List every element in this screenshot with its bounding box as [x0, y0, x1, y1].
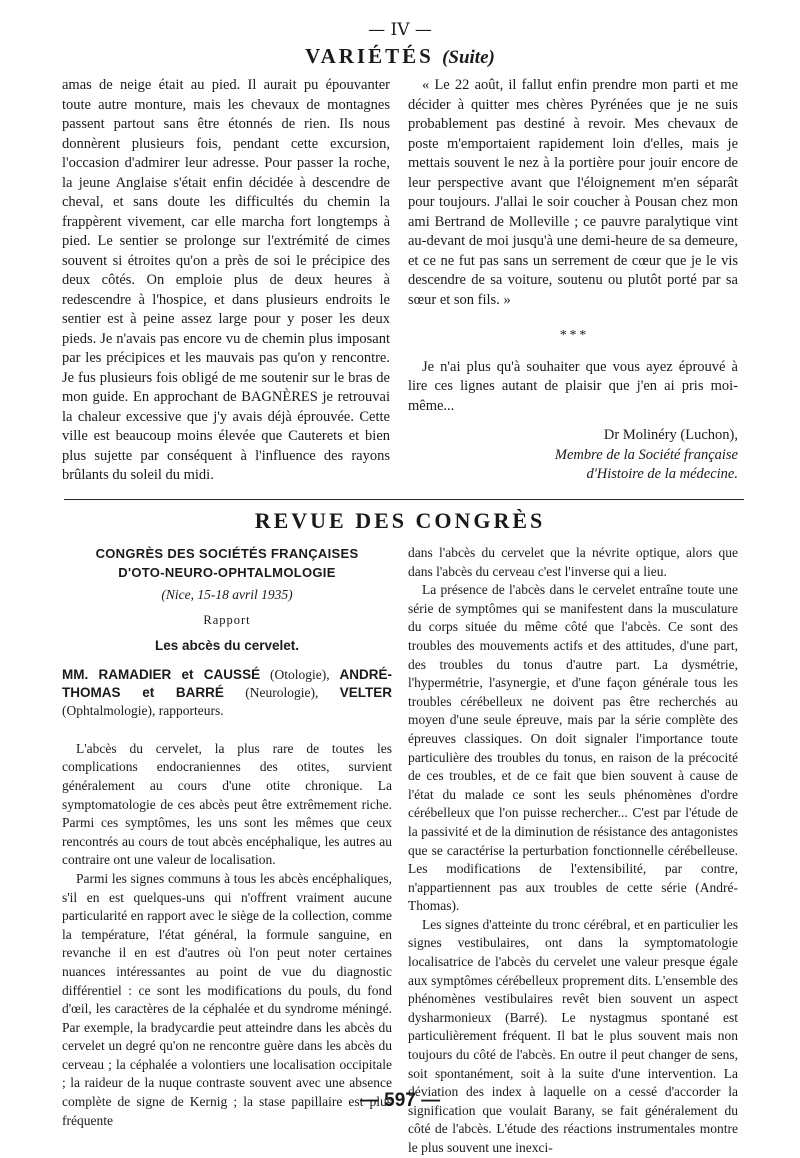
- report-subject: Les abcès du cervelet.: [154, 638, 300, 654]
- signature-role-line1: Membre de la Société française: [554, 446, 738, 463]
- revue-right-paragraph-1: La présence de l'abcès dans le cervelet entraîne toute une série de symptômes qui se manifestent dans la musculature du corps située du même côté que l'abcès. Ce sont des troubles des mouvements actifs et des attitudes, d'une part, des troubles du tonus d'autre part. La dysmétrie, l'hypermétrie, l'asynergie, et d'une façon générale tous les troubles cérébelleux ne doivent pas être recherchés au moyen d'une seule épreuve, mais par la série complète des épreuves classiques. On doit signaler l'importance toute particulière des troubles du tonus, en raison de la précocité de ces troubles, et de ce fait que bien souvent à cause de l'état du malade ce sont les seuls phénomènes d'ordre cérébelleux que l'on puisse rechercher... C'est par l'étude de la passivité et de la diminution de résistance des antagonistes que se caractérise la perturbation fonctionnelle cérébelleuse. Les modifications de l'extensibilité, par contre, n'appartiennent pas aux troubles de cette série (André-Thomas).: [408, 582, 738, 914]
- congres-title-line1: CONGRÈS DES SOCIÉTÉS FRANÇAISES: [95, 546, 359, 561]
- varietes-suite: (Suite): [442, 47, 495, 68]
- varietes-closing: Je n'ai plus qu'à souhaiter que vous ayez éprouvé à lire ces lignes autant de plaisir que j'en ai pris moi-même...: [408, 358, 738, 414]
- authors-ophtalmologie: VELTER: [339, 684, 392, 700]
- revue-left-paragraph-2: Parmi les signes communs à tous les abcès encéphaliques, s'il en est quelques-uns qui n'offrent vraiment aucune particularité en rapport avec le siège de la collection, comme la température, l'état général, la formule sanguine, en revanche il en est d'autres où l'on peut noter certaines nuances intéressantes au point de vue du diagnostic différentiel : ce sont les modifications du pouls, du fond d'œil, les caractères de la céphalée et du syndrome méningé. Par exemple, la bradycardie peut atteindre dans les abcès du cervelet un degré qu'on ne rencontre guère dans les abcès du cerveau ; la céphalée a volontiers une localisation occipitale ; la raideur de la nuque contraste souvent avec une absence complète de signe de Kernig ; la stase papillaire est plus fréquente: [62, 870, 392, 1128]
- section-title-varietes: [0, 44, 800, 69]
- authors-neurologie-role: (Neurologie),: [223, 684, 340, 700]
- authors-otologie-role: (Otologie),: [260, 666, 340, 682]
- signature-role-line2: d'Histoire de la médecine.: [586, 466, 738, 482]
- congres-title-line2: D'OTO-NEURO-OPHTALMOLOGIE: [118, 565, 336, 580]
- report-authors: [62, 666, 392, 720]
- rapport-label: Rapport: [203, 612, 251, 627]
- varietes-right-column: [408, 76, 738, 485]
- varietes-left-text: amas de neige était au pied. Il aurait pu épouvanter toute autre monture, mais les chevaux de montagnes passent partout sans être étonnés de rien. Ils nous donnèrent plusieurs fois, pendant cette excursion, l'occasion d'admirer leur adresse. Pour passer la roche, la jeune Anglaise s'était enfin décidée à descendre de cheval, et sans doute les difficultés du chemin la frappèrent vivement, car elle marcha fort longtemps à pied. Le sentier se prolonge sur l'extrémité de cimes souvent si étroites qu'on a près de soi le précipice des deux côtés. On emploie plus de deux heures à redescendre à l'hospice, et dans plusieurs endroits le sentier est à peine assez large pour y poser les deux pieds. Je n'avais pas encore vu de chemin plus imposant par les précipices et les mauvais pas qu'on y rencontre. Je fus plusieurs fois obligé de me soutenir sur le bras de mon guide. En approchant de BAGNÈRES je retrouvai la chaleur excessive que j'y avais déjà éprouvée. Cette ville est beaucoup moins élevée que Cauterets et bien plus sujette par conséquent à l'influence des rayons brûlants du soleil du midi.: [62, 77, 390, 483]
- section-title-revue: REVUE DES CONGRÈS: [254, 508, 546, 533]
- revue-right-paragraph-2: Les signes d'atteinte du tronc cérébral, et en particulier les signes vestibulaires, ont dans la symptomatologie localisatrice de l'abcès du cervelet une valeur presque égale aux symptômes cérébelleux proprement dits. L'ensemble des phénomènes vestibulaires revêt bien souvent un aspect dysharmonieux (Barré). Le nystagmus spontané est particulièrement fréquent. Il bat le plus souvent mais non toujours du côté de l'abcès. En outre il peut changer de sens, soit spontanément, soit à la suite d'une intervention. La déviation des index à laquelle on a cessé d'accorder la signification que voulait Barany, se fait généralement du côté de l'abcès. L'étude des réactions instrumentales montre le plus souvent une inexci-: [408, 916, 738, 1155]
- authors-ophtalmologie-role: (Ophtalmologie), rapporteurs.: [62, 702, 224, 718]
- section-separator-stars: * * *: [559, 328, 587, 343]
- varietes-title: VARIÉTÉS: [305, 44, 434, 68]
- varietes-quote: « Le 22 août, il fallut enfin prendre mon parti et me décider à quitter mes chères Pyrénées que je ne suis probablement pas destiné à revoir. Mes chevaux de poste m'emportaient rapidement loin d'elles, mais je mettais souvent le nez à la portière pour jouir encore de leur perspective avant que l'éloignement m'en séparât pour toujours. J'allai le soir coucher à Pousan chez mon ami Bertrand de Molleville ; ce pauvre paralytique vint au-devant de moi jusqu'à une demi-heure de sa demeure, et ce ne fut pas sans un serrement de cœur que je le vis descendre de sa voiture, soutenu ou plutôt porté par sa sœur et son fils. »: [408, 77, 738, 308]
- page-footer-number: — 597 —: [359, 1090, 441, 1111]
- section-divider: [64, 499, 744, 500]
- revue-right-column: [408, 544, 738, 1158]
- authors-neurologie: ANDRÉ-THOMAS et BARRÉ: [62, 666, 392, 700]
- revue-right-paragraph-0: dans l'abcès du cervelet que la névrite optique, alors que dans l'abcès du cerveau c'est l'inverse qui a lieu.: [408, 545, 738, 579]
- varietes-left-column: [62, 76, 390, 486]
- revue-left-paragraph-1: L'abcès du cervelet, la plus rare de toutes les complications endocraniennes des otites, survient généralement au cours d'une otite chronique. La symptomatologie de ces abcès peut être extrêmement riche. Parmi ces symptômes, les uns sont les mêmes que ceux rencontrés au cours de tout abcès encéphalique, les autres au contraire ont une valeur de localisation.: [62, 740, 392, 868]
- page-roman-number: — IV —: [368, 20, 432, 40]
- authors-otologie: MM. RAMADIER et CAUSSÉ: [62, 666, 261, 682]
- revue-left-column: [62, 544, 392, 1130]
- signature-name: Dr Molinéry (Luchon),: [603, 427, 738, 443]
- congres-dates: (Nice, 15-18 avril 1935): [161, 587, 293, 602]
